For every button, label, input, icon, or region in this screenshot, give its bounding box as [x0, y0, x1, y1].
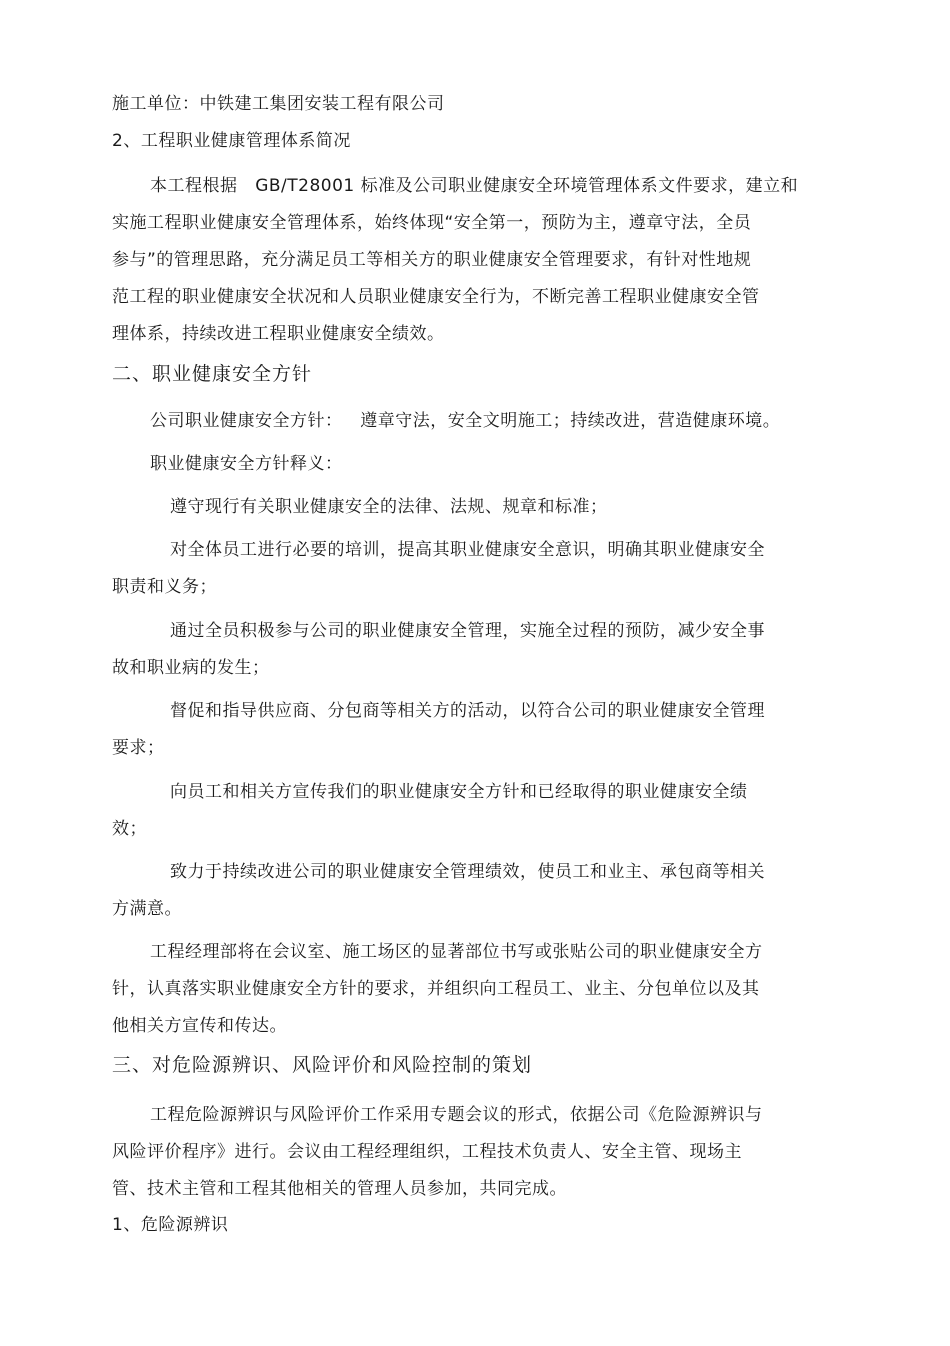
paragraph-line: 他相关方宣传和传达。: [112, 1016, 287, 1036]
heading-hazard: 三、对危险源辨识、风险评价和风险控制的策划: [112, 1054, 533, 1076]
section-heading-1: 1、危险源辨识: [112, 1215, 229, 1235]
policy-item-cont: 职责和义务；: [112, 577, 217, 597]
policy-item: 通过全员积极参与公司的职业健康安全管理，实施全过程的预防，减少安全事: [170, 621, 765, 641]
construction-unit-line: 施工单位：中铁建工集团安装工程有限公司: [112, 94, 445, 114]
paragraph-line: 本工程根据 GB/T28001 标准及公司职业健康安全环境管理体系文件要求，建立和: [150, 176, 799, 196]
paragraph-line: 参与”的管理思路，充分满足员工等相关方的职业健康安全管理要求，有针对性地规: [112, 250, 752, 270]
policy-item: 致力于持续改进公司的职业健康安全管理绩效，使员工和业主、承包商等相关: [170, 862, 765, 882]
policy-item-cont: 故和职业病的发生；: [112, 658, 270, 678]
policy-item: 遵守现行有关职业健康安全的法律、法规、规章和标准；: [170, 497, 608, 517]
paragraph-line: 风险评价程序》进行。会议由工程经理组织，工程技术负责人、安全主管、现场主: [112, 1142, 742, 1162]
policy-item: 向员工和相关方宣传我们的职业健康安全方针和已经取得的职业健康安全绩: [170, 782, 748, 802]
policy-explanation-label: 职业健康安全方针释义：: [150, 454, 343, 474]
policy-item-cont: 方满意。: [112, 899, 182, 919]
paragraph-line: 针，认真落实职业健康安全方针的要求，并组织向工程员工、业主、分包单位以及其: [112, 979, 760, 999]
section-heading-2: 2、工程职业健康管理体系简况: [112, 131, 351, 151]
policy-item: 督促和指导供应商、分包商等相关方的活动，以符合公司的职业健康安全管理: [170, 701, 765, 721]
paragraph-line: 理体系，持续改进工程职业健康安全绩效。: [112, 324, 445, 344]
paragraph-line: 管、技术主管和工程其他相关的管理人员参加，共同完成。: [112, 1179, 567, 1199]
paragraph-line: 工程经理部将在会议室、施工场区的显著部位书写或张贴公司的职业健康安全方: [150, 942, 763, 962]
policy-item-cont: 效；: [112, 819, 147, 839]
policy-item: 对全体员工进行必要的培训，提高其职业健康安全意识，明确其职业健康安全: [170, 540, 765, 560]
policy-statement: 公司职业健康安全方针： 遵章守法，安全文明施工；持续改进，营造健康环境。: [150, 411, 781, 431]
heading-policy: 二、职业健康安全方针: [112, 363, 313, 385]
policy-item-cont: 要求；: [112, 738, 165, 758]
paragraph-line: 范工程的职业健康安全状况和人员职业健康安全行为，不断完善工程职业健康安全管: [112, 287, 760, 307]
paragraph-line: 实施工程职业健康安全管理体系，始终体现“安全第一，预防为主，遵章守法，全员: [112, 213, 752, 233]
paragraph-line: 工程危险源辨识与风险评价工作采用专题会议的形式，依据公司《危险源辨识与: [150, 1105, 763, 1125]
